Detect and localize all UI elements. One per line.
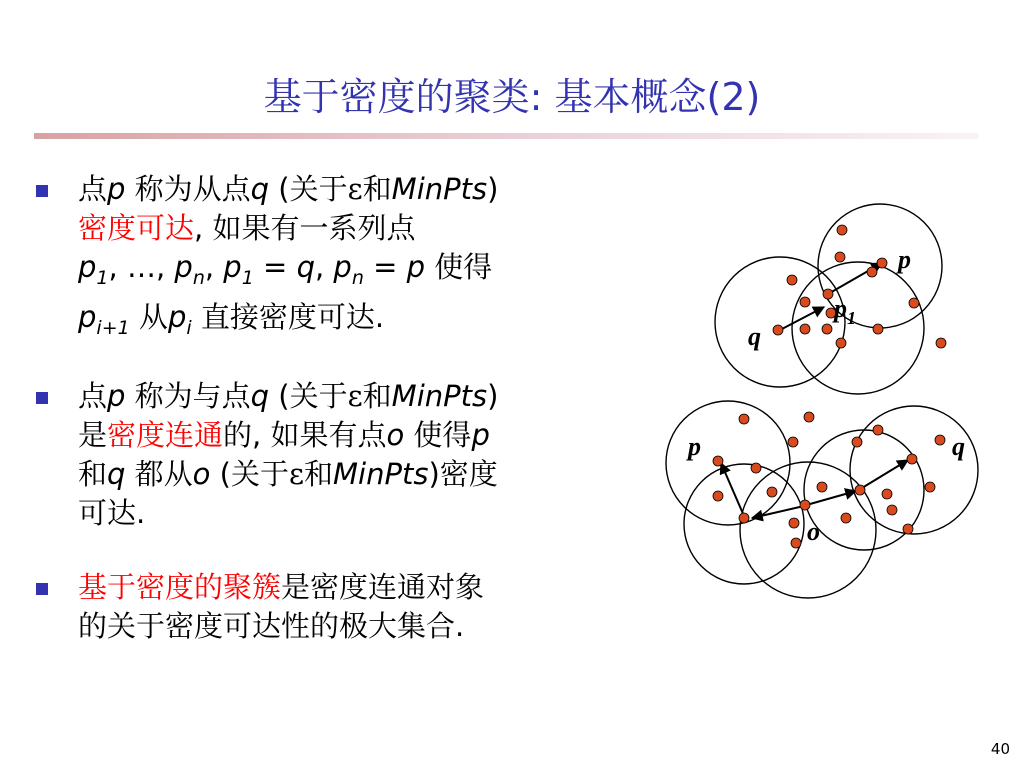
data-points <box>773 225 946 348</box>
symbol-epsilon: ε <box>347 172 363 206</box>
symbol-p: p <box>78 250 97 284</box>
term-density-reachable: 密度可达 <box>78 211 195 245</box>
bullet-marker <box>36 392 48 404</box>
bullet-marker <box>36 583 48 595</box>
symbol-p: p <box>107 172 126 206</box>
data-point <box>791 538 801 548</box>
symbol-p: p <box>333 250 352 284</box>
subscript: i+1 <box>96 317 130 339</box>
text: 从 <box>129 300 168 334</box>
text: 是 <box>78 418 108 452</box>
text: (关于 <box>269 172 348 206</box>
symbol-q: q <box>107 457 126 491</box>
bullet-list <box>36 170 656 646</box>
eps-neighborhood-circle <box>850 406 978 534</box>
page-number: 40 <box>990 740 1010 758</box>
data-point <box>800 324 810 334</box>
subscript: i <box>186 317 192 339</box>
data-point <box>787 275 797 285</box>
bullet-density-reachable <box>36 170 656 348</box>
data-point <box>855 485 865 495</box>
symbol-minpts: MinPts <box>391 172 488 206</box>
subscript: n <box>351 267 364 289</box>
symbol-epsilon: ε <box>288 457 304 491</box>
data-point <box>887 505 897 515</box>
symbol-epsilon: ε <box>347 379 363 413</box>
text: = <box>363 250 407 284</box>
data-point <box>836 338 846 348</box>
eps-neighborhood-circle <box>715 257 845 387</box>
reachability-arrow <box>862 460 908 488</box>
data-point <box>909 298 919 308</box>
label-p: p <box>688 432 701 461</box>
data-point <box>713 456 723 466</box>
symbol-p: p <box>406 250 426 284</box>
data-point <box>841 513 851 523</box>
data-point <box>822 324 832 334</box>
text: )密度 <box>428 457 498 491</box>
data-point <box>873 425 883 435</box>
eps-neighborhood-circle <box>792 262 924 394</box>
data-point <box>739 414 749 424</box>
eps-neighborhood-circle <box>666 401 790 525</box>
label-o: o <box>807 517 820 546</box>
symbol-minpts: MinPts <box>333 457 429 491</box>
symbol-q: q <box>250 172 270 206</box>
text: 和 <box>362 379 392 413</box>
data-point <box>852 437 862 447</box>
eps-neighborhood-circle <box>684 464 804 584</box>
text: 使得 <box>404 418 472 452</box>
text: (关于 <box>269 379 348 413</box>
text: , …, <box>108 250 175 284</box>
data-point <box>835 252 845 262</box>
text: ) <box>487 172 499 206</box>
subscript: 1 <box>241 267 254 289</box>
text: 和 <box>362 172 392 206</box>
text: , <box>204 250 224 284</box>
data-point <box>877 258 887 268</box>
data-points <box>713 412 945 548</box>
label-p: p <box>898 245 911 274</box>
symbol-p: p <box>471 418 490 452</box>
label-p1-subscript: 1 <box>847 308 856 328</box>
text: , <box>314 250 334 284</box>
title-divider <box>34 133 978 139</box>
term-density-based-cluster: 基于密度的聚簇 <box>78 570 282 604</box>
data-point <box>873 324 883 334</box>
label-p1-main: p <box>834 294 847 323</box>
data-point <box>925 482 935 492</box>
label-q: q <box>748 322 761 351</box>
text: 的关于密度可达性的极大集合. <box>78 609 465 643</box>
reachability-arrow <box>810 491 856 504</box>
data-point <box>823 289 833 299</box>
data-point <box>907 454 917 464</box>
density-reachable-diagram <box>715 204 946 394</box>
data-point <box>789 518 799 528</box>
data-point <box>935 435 945 445</box>
data-point <box>837 225 847 235</box>
text: 的, 如果有点 <box>223 418 387 452</box>
text: 点 <box>78 172 108 206</box>
text: , 如果有一系列点 <box>194 211 416 245</box>
label-p1 <box>832 294 856 328</box>
reachability-arrow <box>752 506 804 518</box>
data-point <box>800 500 810 510</box>
text: 称为与点 <box>125 379 251 413</box>
text: 称为从点 <box>125 172 251 206</box>
data-point <box>773 325 783 335</box>
text: 和 <box>78 457 108 491</box>
data-point <box>804 412 814 422</box>
bullet-marker <box>36 185 48 197</box>
symbol-p: p <box>223 250 242 284</box>
density-diagram <box>660 200 1000 600</box>
data-point <box>903 524 913 534</box>
label-q: q <box>952 432 965 461</box>
symbol-p: p <box>78 300 97 334</box>
data-point <box>788 437 798 447</box>
data-point <box>739 513 749 523</box>
symbol-q: q <box>250 379 270 413</box>
subscript: 1 <box>96 267 109 289</box>
density-connected-diagram <box>666 401 978 598</box>
data-point <box>800 297 810 307</box>
text: = <box>253 250 297 284</box>
reachability-arrow <box>721 463 744 516</box>
subscript: n <box>192 267 205 289</box>
data-point <box>882 489 892 499</box>
text: 使得 <box>425 250 493 284</box>
slide-title: 基于密度的聚类: 基本概念(2) <box>263 75 761 119</box>
text: 直接密度可达. <box>191 300 385 334</box>
bullet-density-connected <box>36 377 656 533</box>
data-point <box>751 463 761 473</box>
text: 和 <box>303 457 333 491</box>
data-point <box>713 491 723 501</box>
symbol-p: p <box>107 379 126 413</box>
term-density-connected: 密度连通 <box>107 418 224 452</box>
symbol-q: q <box>296 250 315 284</box>
bullet-density-based-cluster <box>36 568 656 646</box>
symbol-minpts: MinPts <box>391 379 488 413</box>
symbol-o: o <box>386 418 405 452</box>
data-point <box>936 338 946 348</box>
symbol-p: p <box>167 300 187 334</box>
symbol-p: p <box>174 250 193 284</box>
text: 都从 <box>125 457 193 491</box>
text: 点 <box>78 379 108 413</box>
text: 可达. <box>78 496 146 530</box>
symbol-o: o <box>192 457 211 491</box>
data-point <box>767 487 777 497</box>
text: (关于 <box>210 457 289 491</box>
text: 是密度连通对象 <box>281 570 485 604</box>
data-point <box>867 267 877 277</box>
data-point <box>817 482 827 492</box>
text: ) <box>487 379 499 413</box>
